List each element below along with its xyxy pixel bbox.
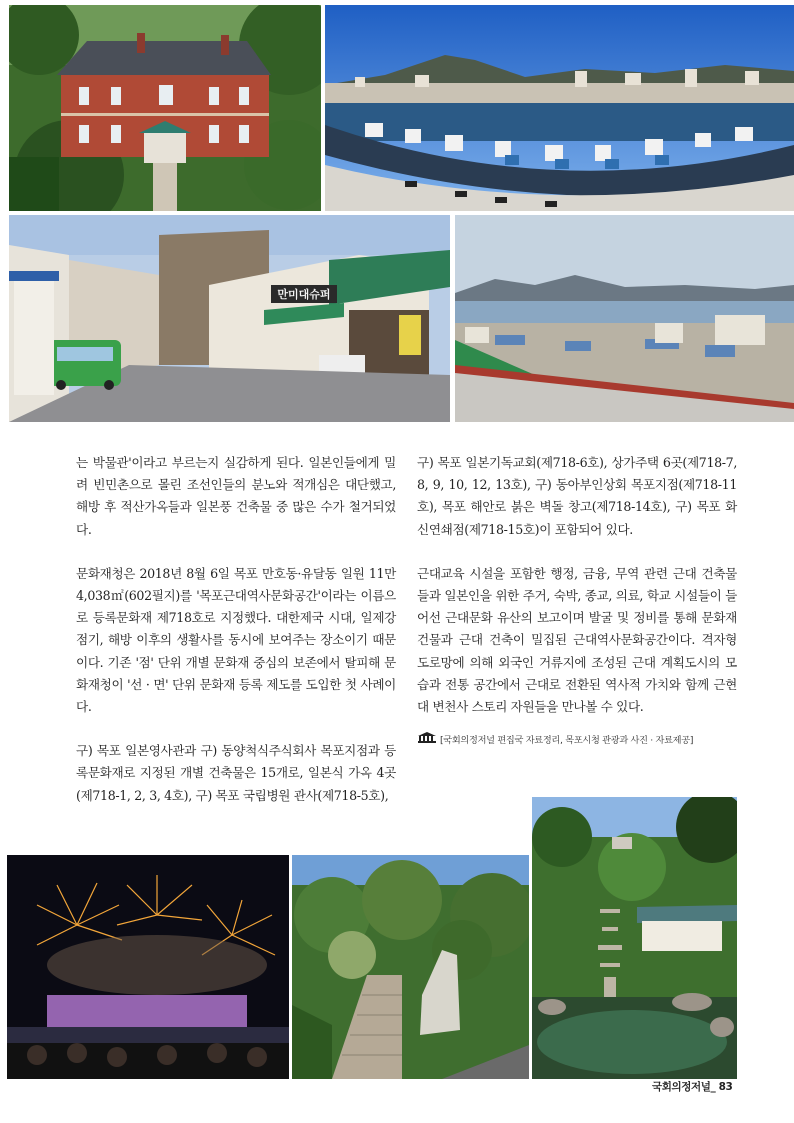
- photo-garden-path: [292, 855, 529, 1079]
- photo-alley-supermarket: [9, 215, 450, 422]
- journal-name: 국회의정저널: [652, 1081, 711, 1093]
- credit-text: [국회의정저널 편집국 자료정리, 목포시청 관광과 사진 · 자료제공]: [440, 735, 694, 747]
- page-footer: [652, 1079, 732, 1094]
- paragraph: 는 박물관'이라고 부르는지 실감하게 된다. 일본인들에게 밀려 빈민촌으로 몰린 조선인들의 분노와 적개심은 대단했고, 해방 후 적산가옥들과 일본풍 건축물 중 많은 수가 철거되었다.: [76, 455, 396, 537]
- folio-separator: _: [710, 1081, 719, 1093]
- paragraph: 구) 목포 일본기독교회(제718-6호), 상가주택 6곳(제718-7, 8, 9, 10, 12, 13호), 구) 동아부인상회 목포지점(제718-11호), 목포 해안로 붉은 벽돌 창고(제718-14호), 구) 목포 화신연쇄점(제718-15호)이 포함되어 있다.: [417, 455, 737, 537]
- page-number: 83: [718, 1081, 733, 1093]
- supermarket-sign: 만미대슈퍼: [277, 288, 331, 301]
- building-icon: [417, 730, 437, 752]
- photo-credit: [417, 730, 737, 752]
- paragraph: 구) 목포 일본영사관과 구) 동양척식주식회사 목포지점과 등록문화재로 지정된 개별 건축물은 15개로, 일본식 가옥 4곳(제718-1, 2, 3, 4호), 구) 목포 국립병원 관사(제718-5호),: [76, 743, 396, 803]
- article-right-column: [417, 452, 737, 752]
- article-left-column: [76, 452, 396, 829]
- paragraph: 문화재청은 2018년 8월 6일 목포 만호동·유달동 일원 11만 4,038㎡(602필지)를 '목포근대역사문화공간'이라는 이름으로 등록문화재 제718호로 지정했다. 대한제국 시대, 일제강점기, 해방 이후의 생활사를 동시에 보여주는 장소이기 때문이다. 기존 '점' 단위 개별 문화재 중심의 보존에서 탈피해 문화재청이 '선 · 면' 단위 문화재 등록 제도를 도입한 첫 사례이다.: [76, 565, 396, 715]
- photo-fireworks: [7, 855, 289, 1079]
- photo-harbor-panorama: [325, 5, 794, 211]
- photo-japanese-garden: [532, 797, 737, 1079]
- paragraph: 근대교육 시설을 포함한 행정, 금융, 무역 관련 근대 건축물들과 일본인을 위한 주거, 숙박, 종교, 의료, 학교 시설들이 들어선 근대문화 유산의 보고이며 발굴 및 정비를 통해 문화재 건물과 근대 건축이 밀집된 근대역사문화공간이다. 격자형 도로망에 의해 외국인 거류지에 조성된 근대 계획도시의 모습과 전통 공간에서 근대로 전환된 역사적 가치와 함께 근현대 변천사 스토리 자원들을 만나볼 수 있다.: [417, 565, 737, 715]
- photo-consulate-building: [9, 5, 321, 211]
- photo-rooftops-sea-view: [455, 215, 794, 422]
